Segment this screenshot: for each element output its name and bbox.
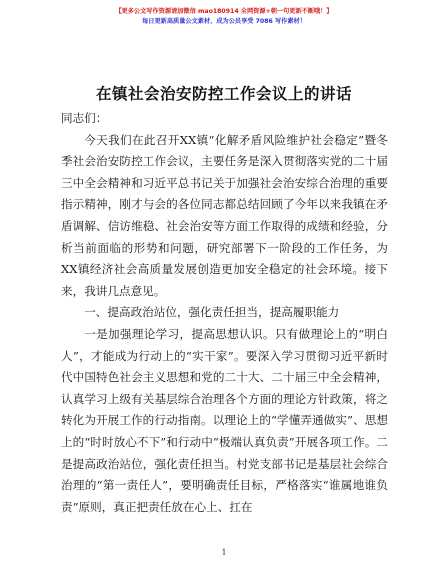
promo-banner (0, 7, 448, 27)
paragraph-intro: 今天我们在此召开XX镇“化解矛盾风险维护社会稳定”暨冬季社会治安防控工作会议，主要任务是深入贯彻落实党的二十届三中全会精神和习近平总书记关于加强社会治安综合治理的重要指示精神，刚才与会的各位同志都总结回顾了今年以来我镇在矛盾调解、信访维稳、社会治安等方面工作取得的成绩和经验，分析当前面临的形势和问题，研究部署下一阶段的工作任务，为XX镇经济社会高质量发展创造更加安全稳定的社会环境。接下来，我讲几点意见。 (61, 132, 388, 298)
page-number: 1 (221, 548, 227, 557)
section-heading: 一、提高政治站位，强化责任担当，提高履职能力 (84, 305, 340, 320)
paragraph-body: 一是加强理论学习，提高思想认识。只有做理论上的“明白人”，才能成为行动上的“实干家”。要深入学习贯彻习近平新时代中国特色社会主义思想和党的二十大、二十届三中全会精神，认真学习上级有关基层综合治理各个方面的理论方针政策，将之转化为开展工作的行动指南。以理论上的“学懂弄通做实”、思想上的“时时放心不下”和行动中“极端认真负责”开展各项工作。二是提高政治站位，强化责任担当。村党支部书记是基层社会综合治理的“第一责任人”，要明确责任目标，严格落实“谁属地谁负责”原则，真正把责任放在心上、扛在 (61, 326, 388, 514)
promo-banner-line-2: 每日更新高质量公文素材，成为公员享受 7086 写作素材！ (142, 18, 306, 25)
document-body (61, 108, 388, 518)
document-title: 在镇社会治安防控工作会议上的讲话 (95, 84, 352, 103)
salutation: 同志们： (61, 111, 108, 125)
promo-banner-line-1: 【更多公文写作资源请加微信 mao180914 全网资源+朝一句更新不断哦！】 (115, 8, 333, 15)
